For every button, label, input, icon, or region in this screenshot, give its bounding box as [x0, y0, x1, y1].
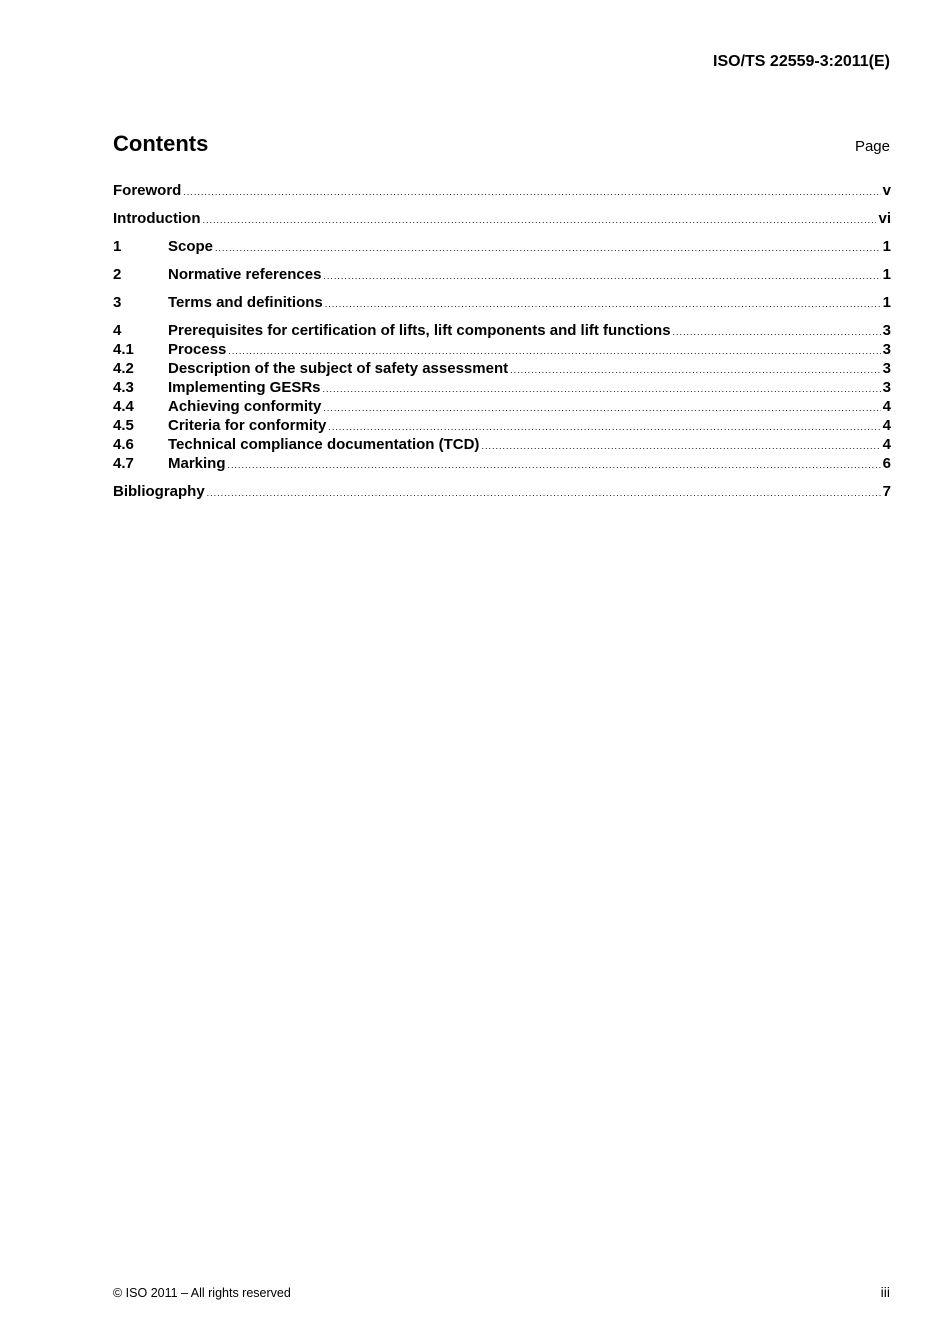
- toc-entry-title: Technical compliance documentation (TCD): [168, 436, 480, 453]
- toc-entry-page: 1: [882, 266, 891, 283]
- toc-entry-title: Foreword: [113, 182, 182, 199]
- toc-entry-title: Introduction: [113, 210, 201, 227]
- toc-entry-title: Scope: [168, 238, 214, 255]
- toc-entry-page: v: [882, 182, 891, 199]
- toc-entry-title: Criteria for conformity: [168, 417, 327, 434]
- toc-entry-page: 3: [882, 360, 891, 377]
- toc-leader-dots: [228, 460, 881, 470]
- toc-entry-title: Terms and definitions: [168, 294, 323, 311]
- toc-entry-normative-references[interactable]: [113, 266, 891, 285]
- toc-entry-number: 4.4: [113, 398, 134, 415]
- toc-entry-marking[interactable]: [113, 455, 891, 474]
- copyright-notice: © ISO 2011 – All rights reserved: [113, 1286, 291, 1300]
- page-number: iii: [880, 1284, 890, 1300]
- toc-entry-title: Marking: [168, 455, 226, 472]
- toc-entry-title: Bibliography: [113, 483, 205, 500]
- toc-entry-page: 3: [882, 322, 891, 339]
- toc-leader-dots: [323, 384, 881, 394]
- toc-leader-dots: [323, 403, 880, 413]
- toc-entry-page: vi: [878, 210, 891, 227]
- toc-leader-dots: [202, 215, 876, 225]
- toc-entry-number: 4.5: [113, 417, 134, 434]
- toc-leader-dots: [325, 299, 881, 309]
- toc-entry-number: 4.3: [113, 379, 134, 396]
- toc-entry-introduction[interactable]: [113, 210, 891, 229]
- toc-entry-title: Implementing GESRs: [168, 379, 321, 396]
- toc-entry-title: Prerequisites for certification of lifts, lift components and lift functions: [168, 322, 671, 339]
- toc-entry-number: 4.7: [113, 455, 134, 472]
- toc-leader-dots: [481, 441, 880, 451]
- toc-entry-number: 3: [113, 294, 122, 311]
- toc-entry-foreword[interactable]: [113, 182, 891, 201]
- toc-entry-prerequisites[interactable]: [113, 322, 891, 341]
- toc-entry-scope[interactable]: [113, 238, 891, 257]
- toc-entry-technical-compliance-documentation[interactable]: [113, 436, 891, 455]
- toc-entry-page: 1: [882, 294, 891, 311]
- toc-leader-dots: [228, 346, 880, 356]
- toc-entry-bibliography[interactable]: [113, 483, 891, 502]
- toc-entry-page: 3: [882, 341, 891, 358]
- toc-leader-dots: [323, 271, 880, 281]
- toc-entry-page: 4: [882, 398, 891, 415]
- toc-leader-dots: [328, 422, 880, 432]
- toc-leader-dots: [510, 365, 881, 375]
- toc-entry-terms-and-definitions[interactable]: [113, 294, 891, 313]
- toc-entry-title: Normative references: [168, 266, 322, 283]
- toc-leader-dots: [207, 488, 881, 498]
- document-identifier: ISO/TS 22559-3:2011(E): [713, 53, 890, 70]
- contents-heading: Contents: [113, 131, 209, 156]
- toc-entry-number: 1: [113, 238, 122, 255]
- toc-entry-description-subject[interactable]: [113, 360, 891, 379]
- toc-entry-page: 6: [882, 455, 891, 472]
- toc-entry-number: 4.6: [113, 436, 134, 453]
- page-column-label: Page: [854, 138, 890, 155]
- toc-entry-page: 4: [882, 417, 891, 434]
- toc-entry-page: 1: [882, 238, 891, 255]
- toc-entry-implementing-gesrs[interactable]: [113, 379, 891, 398]
- toc-entry-title: Description of the subject of safety assessment: [168, 360, 509, 377]
- toc-entry-number: 4.1: [113, 341, 134, 358]
- toc-entry-process[interactable]: [113, 341, 891, 360]
- toc-entry-achieving-conformity[interactable]: [113, 398, 891, 417]
- toc-leader-dots: [673, 327, 881, 337]
- toc-entry-title: Process: [168, 341, 227, 358]
- toc-entry-number: 4: [113, 322, 122, 339]
- toc-leader-dots: [183, 187, 880, 197]
- toc-entry-number: 4.2: [113, 360, 134, 377]
- toc-entry-page: 3: [882, 379, 891, 396]
- toc-entry-page: 4: [882, 436, 891, 453]
- toc-entry-number: 2: [113, 266, 122, 283]
- table-of-contents: [113, 182, 891, 502]
- toc-entry-page: 7: [882, 483, 891, 500]
- toc-entry-title: Achieving conformity: [168, 398, 322, 415]
- toc-entry-criteria-for-conformity[interactable]: [113, 417, 891, 436]
- toc-leader-dots: [215, 243, 881, 253]
